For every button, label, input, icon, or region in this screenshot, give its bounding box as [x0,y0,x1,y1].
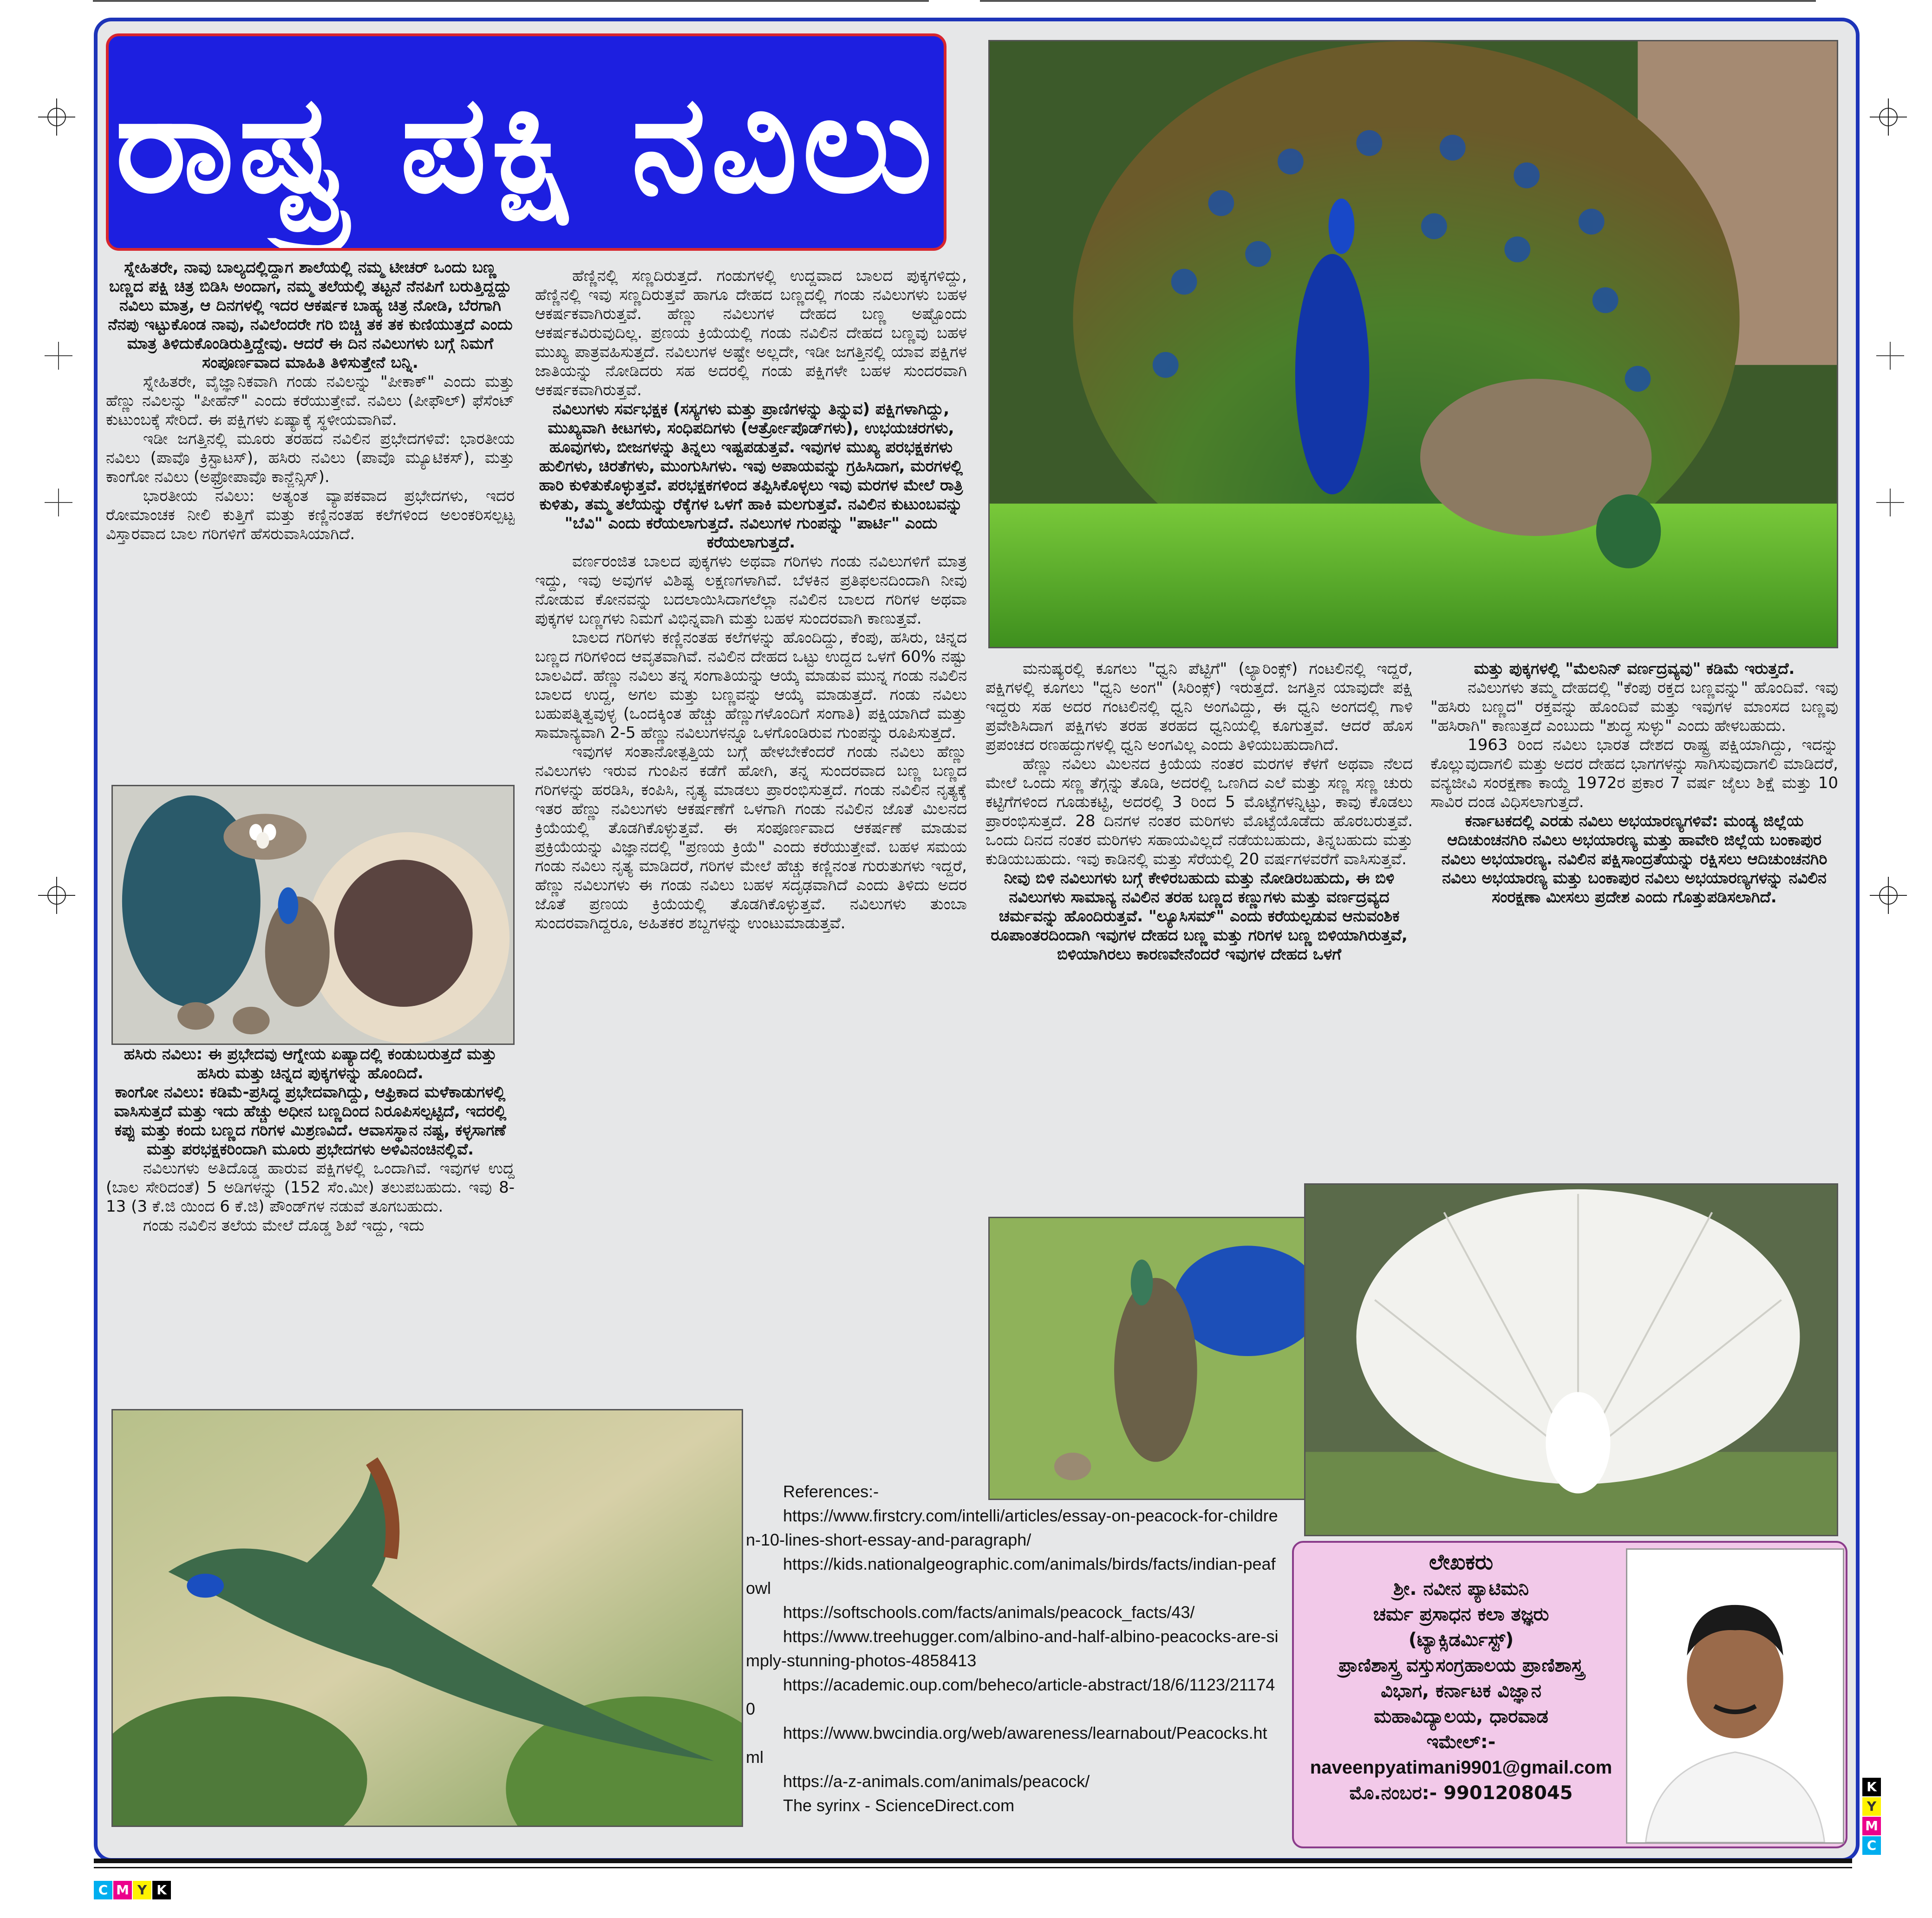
paragraph: ಹೆಣ್ಣು ನವಿಲು ಮಿಲನದ ಕ್ರಿಯೆಯ ನಂತರ ಮರಗಳ ಕೆಳಗೆ ಅಥವಾ ನೆಲದ ಮೇಲೆ ಒಂದು ಸಣ್ಣ ತೆಗ್ಗನ್ನು ತೊಡಿ, ಅದರಲ್ಲಿ ಒಣಗಿದ ಎಲೆ ಮತ್ತು ಸಣ್ಣ ಸಣ್ಣ ಚುರು ಕಟ್ಟಿಗೆಗಳಿಂದ ಗೂಡುಕಟ್ಟಿ, ಅದರಲ್ಲಿ 3 ರಿಂದ 5 ಮೊಟ್ಟೆಗಳನ್ನಿಟ್ಟು, ಕಾವು ಕೊಡಲು ಪ್ರಾರಂಭಿಸುತ್ತದೆ. 28 ದಿನಗಳ ನಂತರ ಮರಿಗಳು ಮೊಟ್ಟೆಯೊಡೆದು ಹೊರಬರುತ್ತವೆ. ಒಂದು ದಿನದ ನಂತರ ಮರಿಗಳು ಸಹಾಯವಿಲ್ಲದೆ ನಡೆಯಬಹುದು, ತಿನ್ನಬಹುದು ಮತ್ತು ಕುಡಿಯಬಹುದು. ಇವು ಕಾಡಿನಲ್ಲಿ ಮತ್ತು ಸೆರೆಯಲ್ಲಿ 20 ವರ್ಷಗಳವರೆಗೆ ವಾಸಿಸುತ್ತವೆ. [986,755,1413,868]
registration-mark-left-mid [38,877,75,914]
bottom-rule-thin [94,1867,1852,1868]
reference-link[interactable]: The syrinx - ScienceDirect.com [783,1796,1015,1815]
crop-mark [45,342,72,370]
page-title: ರಾಷ್ಟ್ರ ಪಕ್ಷಿ ನವಿಲು [115,66,937,223]
reference-link[interactable]: https://www.firstcry.com/intelli/articles/essay-on-peacock-for-children-10-lines-short-essay-and-paragraph/ [746,1506,1278,1549]
author-role: (ಟ್ಯಾಕ್ಸಿಡರ್ಮಿಸ್ಟ್) [1408,1629,1514,1651]
author-email-label: ಇಮೇಲ್:- [1426,1731,1496,1753]
paragraph: ಇಡೀ ಜಗತ್ತಿನಲ್ಲಿ ಮೂರು ತರಹದ ನವಿಲಿನ ಪ್ರಭೇದಗಳಿವೆ: ಭಾರತೀಯ ನವಿಲು (ಪಾವೊ ಕ್ರಿಸ್ಟಾಟಸ್), ಹಸಿರು ನವಿಲು (ಪಾವೊ ಮ್ಯೂಟಿಕಸ್), ಮತ್ತು ಕಾಂಗೋ ನವಿಲು (ಅಫ್ರೋಪಾವೊ ಕಾನ್ಜೆನ್ಸಿಸ್). [106,430,515,486]
author-department: ವಿಭಾಗ, ಕರ್ನಾಟಕ ವಿಜ್ಞಾನ [1381,1680,1541,1702]
article-column-4 [1430,659,1838,1175]
reference-link[interactable]: https://a-z-animals.com/animals/peacock/ [783,1772,1090,1791]
article-column-1 [106,258,515,774]
author-name: ಶ್ರೀ. ನವೀನ ಪ್ಯಾಟಿಮನಿ [1393,1578,1529,1599]
crop-mark [45,489,72,516]
reference-heading: References:- [783,1482,879,1501]
cmyk-m: M [113,1881,132,1899]
flying-peacock-photo [111,1409,743,1827]
author-box [1292,1541,1847,1848]
crop-mark [1876,489,1904,516]
cmyk-y: Y [133,1881,151,1899]
paragraph: ನವಿಲುಗಳು ಅತಿದೊಡ್ಡ ಹಾರುವ ಪಕ್ಷಿಗಳಲ್ಲಿ ಒಂದಾಗಿವೆ. ಇವುಗಳ ಉದ್ದ (ಬಾಲ ಸೇರಿದಂತೆ) 5 ಅಡಿಗಳನ್ನು (152 ಸೆಂ.ಮೀ) ತಲುಪಬಹುದು. ಇವು 8-13 (3 ಕೆ.ಜಿ ಯಿಂದ 6 ಕೆ.ಜಿ) ಪೌಂಡ್‌ಗಳ ನಡುವೆ ತೂಗಬಹುದು. [106,1159,515,1216]
author-phone: ಮೊ.ನಂಬರ:- 9901208045 [1349,1782,1573,1804]
cmyk-c: C [1862,1836,1881,1855]
references [746,1480,1280,1828]
peacock-display-photo [988,40,1838,648]
paragraph: ಬಾಲದ ಗರಿಗಳು ಕಣ್ಣಿನಂತಹ ಕಲೆಗಳನ್ನು ಹೊಂದಿದ್ದು, ಕೆಂಪು, ಹಸಿರು, ಚಿನ್ನದ ಬಣ್ಣದ ಗರಿಗಳಿಂದ ಆವೃತವಾಗಿವೆ. ನವಿಲಿನ ದೇಹದ ಒಟ್ಟು ಉದ್ದದ ಒಳಗೆ 60% ನಷ್ಟು ಬಾಲವಿದೆ. ಹೆಣ್ಣು ನವಿಲು ತನ್ನ ಸಂಗಾತಿಯನ್ನು ಆಯ್ಕೆ ಮಾಡುವ ಮುನ್ನ ಗಂಡು ನವಿಲಿನ ಬಾಲದ ಉದ್ದ, ಅಗಲ ಮತ್ತು ಬಣ್ಣವನ್ನು ಆಯ್ಕೆ ಮಾಡುತ್ತದೆ. ಗಂಡು ನವಿಲು ಬಹುಪತ್ನಿತ್ವವುಳ್ಳ (ಒಂದಕ್ಕಿಂತ ಹೆಚ್ಚು ಹೆಣ್ಣುಗಳೊಂದಿಗೆ ಸಂಗಾತಿ) ಪಕ್ಷಿಯಾಗಿದೆ ಮತ್ತು ಸಾಮಾನ್ಯವಾಗಿ 2-5 ಹೆಣ್ಣು ನವಿಲುಗಳನ್ನೂ ಒಳಗೊಂಡಿರುವ ಗುಂಪನ್ನು ರೂಪಿಸುತ್ತದೆ. [535,628,967,742]
author-photo [1626,1548,1844,1844]
author-details [1294,1547,1628,1806]
author-heading: ಲೇಖಕರು [1429,1549,1494,1574]
paragraph: ನೀವು ಬಿಳಿ ನವಿಲುಗಳು ಬಗ್ಗೆ ಕೇಳಿರಬಹುದು ಮತ್ತು ನೋಡಿರಬಹುದು, ಈ ಬಿಳಿ ನವಿಲುಗಳು ಸಾಮಾನ್ಯ ನವಿಲಿನ ತರಹ ಬಣ್ಣದ ಕಣ್ಣುಗಳು ಮತ್ತು ವರ್ಣದ್ರವ್ಯದ ಚರ್ಮವನ್ನು ಹೊಂದಿರುತ್ತವೆ. "ಲ್ಯೂಸಿಸಮ್" ಎಂದು ಕರೆಯಲ್ಪಡುವ ಆನುವಂಶಿಕ ರೂಪಾಂತರದಿಂದಾಗಿ ಇವುಗಳ ದೇಹದ ಬಣ್ಣ ಮತ್ತು ಗರಿಗಳ ಬಣ್ಣ ಬಿಳಿಯಾಗಿರುತ್ತವೆ, ಬಿಳಿಯಾಗಿರಲು ಕಾರಣವೇನೆಂದರೆ ಇವುಗಳ ದೇಹದ ಒಳಗೆ [991,869,1408,964]
paragraph: ಮತ್ತು ಪುಕ್ಕಗಳಲ್ಲಿ "ಮೆಲನಿನ್ ವರ್ಣದ್ರವ್ಯವು" ಕಡಿಮೆ ಇರುತ್ತದೆ. [1474,659,1795,678]
title-banner [106,33,946,251]
top-rule-right [980,0,1816,2]
cmyk-m: M [1862,1817,1881,1835]
registration-mark-right-top [1870,98,1907,136]
reference-link[interactable]: https://www.bwcindia.org/web/awareness/learnabout/Peacocks.html [746,1723,1267,1767]
paragraph: ಹಸಿರು ನವಿಲು: ಈ ಪ್ರಭೇದವು ಆಗ್ನೇಯ ಏಷ್ಯಾದಲ್ಲಿ ಕಂಡುಬರುತ್ತದೆ ಮತ್ತು ಹಸಿರು ಮತ್ತು ಚಿನ್ನದ ಪುಕ್ಕಗಳನ್ನು ಹೊಂದಿದೆ. [124,1045,497,1083]
cmyk-k: K [1862,1778,1881,1796]
article-column-3 [986,659,1413,1207]
paragraph: ನವಿಲುಗಳು ಸರ್ವಭಕ್ಷಕ (ಸಸ್ಯಗಳು ಮತ್ತು ಪ್ರಾಣಿಗಳನ್ನು ತಿನ್ನುವ) ಪಕ್ಷಿಗಳಾಗಿದ್ದು, ಮುಖ್ಯವಾಗಿ ಕೀಟಗಳು, ಸಂಧಿಪದಿಗಳು (ಆರ್ತ್ರೋಪೊಡ್‌ಗಳು), ಉಭಯಚರಗಳು, ಹೂವುಗಳು, ಬೀಜಗಳನ್ನು ತಿನ್ನಲು ಇಷ್ಟಪಡುತ್ತವೆ. ಇವುಗಳ ಮುಖ್ಯ ಪರಭಕ್ಷಕಗಳು ಹುಲಿಗಳು, ಚಿರತೆಗಳು, ಮುಂಗುಸಿಗಳು. ಇವು ಅಪಾಯವನ್ನು ಗ್ರಹಿಸಿದಾಗ, ಮರಗಳಲ್ಲಿ ಹಾರಿ ಕುಳಿತುಕೊಳ್ಳುತ್ತವೆ. ಪರಭಕ್ಷಕಗಳಿಂದ ತಪ್ಪಿಸಿಕೊಳ್ಳಲು ಇವು ಮರಗಳ ಮೇಲೆ ರಾತ್ರಿ ಕುಳಿತು, ತಮ್ಮ ತಲೆಯನ್ನು ರೆಕ್ಕೆಗಳ ಒಳಗೆ ಹಾಕಿ ಮಲಗುತ್ತವೆ. ನವಿಲಿನ ಕುಟುಂಬವನ್ನು "ಬೆವಿ" ಎಂದು ಕರೆಯಲಾಗುತ್ತದೆ. ನವಿಲುಗಳ ಗುಂಪನ್ನು "ಪಾರ್ಟಿ" ಎಂದು ಕರೆಯಲಾಗುತ್ತದೆ. [539,400,963,552]
article-column-1-continued [106,1045,515,1398]
paragraph: ಕಾಂಗೋ ನವಿಲು: ಕಡಿಮೆ-ಪ್ರಸಿದ್ಧ ಪ್ರಭೇದವಾಗಿದ್ದು, ಆಫ್ರಿಕಾದ ಮಳೆಕಾಡುಗಳಲ್ಲಿ ವಾಸಿಸುತ್ತದೆ ಮತ್ತು ಇದು ಹೆಚ್ಚು ಅಧೀನ ಬಣ್ಣದಿಂದ ನಿರೂಪಿಸಲ್ಪಟ್ಟಿದೆ, ಇದರಲ್ಲಿ ಕಪ್ಪು ಮತ್ತು ಕಂದು ಬಣ್ಣದ ಗರಿಗಳ ಮಿಶ್ರಣವಿದೆ. ಆವಾಸಸ್ಥಾನ ನಷ್ಟ, ಕಳ್ಳಸಾಗಣೆ ಮತ್ತು ಪರಭಕ್ಷಕರಿಂದಾಗಿ ಮೂರು ಪ್ರಭೇದಗಳು ಅಳಿವಿನಂಚಿನಲ್ಲಿವೆ. [114,1083,507,1159]
author-department: ಮಹಾವಿದ್ಯಾಲಯ, ಧಾರವಾಡ [1374,1706,1548,1727]
paragraph: ಮನುಷ್ಯರಲ್ಲಿ ಕೂಗಲು "ಧ್ವನಿ ಪೆಟ್ಟಿಗೆ" (ಲ್ಯಾರಿಂಕ್ಸ್) ಗಂಟಲಿನಲ್ಲಿ ಇದ್ದರೆ, ಪಕ್ಷಿಗಳಲ್ಲಿ ಕೂಗಲು "ಧ್ವನಿ ಅಂಗ" (ಸಿರಿಂಕ್ಸ್) ಇರುತ್ತದೆ. ಜಗತ್ತಿನ ಯಾವುದೇ ಪಕ್ಷಿ ಇದ್ದರು ಸಹ ಅದರ ಗಂಟಲಿನಲ್ಲಿ ಧ್ವನಿ ಅಂಗವಿದ್ದು, ಈ ಧ್ವನಿ ಅಂಗದಲ್ಲಿ ಗಾಳಿ ಪ್ರವೇಶಿಸಿದಾಗ ಪಕ್ಷಿಗಳು ತರಹ ತರಹದ ಧ್ವನಿಯಲ್ಲಿ ಕೂಗುತ್ತವೆ. ಆದರೆ ಹೊಸ ಪ್ರಪಂಚದ ರಣಹದ್ದುಗಳಲ್ಲಿ ಧ್ವನಿ ಅಂಗವಿಲ್ಲ ಎಂದು ತಿಳಿಯಬಹುದಾಗಿದೆ. [986,659,1413,754]
reference-link[interactable]: https://www.treehugger.com/albino-and-half-albino-peacocks-are-simply-stunning-photos-4858413 [746,1627,1279,1670]
paragraph: ವರ್ಣರಂಜಿತ ಬಾಲದ ಪುಕ್ಕಗಳು ಅಥವಾ ಗರಿಗಳು ಗಂಡು ನವಿಲುಗಳಿಗೆ ಮಾತ್ರ ಇದ್ದು, ಇವು ಅವುಗಳ ವಿಶಿಷ್ಟ ಲಕ್ಷಣಗಳಾಗಿವೆ. ಬೆಳಕಿನ ಪ್ರತಿಫಲನದಿಂದಾಗಿ ನೀವು ನೋಡುವ ಕೋನವನ್ನು ಬದಲಾಯಿಸಿದಾಗಲೆಲ್ಲಾ ನವಿಲಿನ ಬಾಲದ ಗರಿಗಳ ಅಥವಾ ಪುಕ್ಕಗಳ ಬಣ್ಣಗಳು ನಿಮಗೆ ವಿಭಿನ್ನವಾಗಿ ಮತ್ತು ಬಹಳ ಸುಂದರವಾಗಿ ಕಾಣುತ್ತವೆ. [535,552,967,628]
paragraph: ಕರ್ನಾಟಕದಲ್ಲಿ ಎರಡು ನವಿಲು ಅಭಯಾರಣ್ಯಗಳಿವೆ: ಮಂಡ್ಯ ಜಿಲ್ಲೆಯ ಆದಿಚುಂಚನಗಿರಿ ನವಿಲು ಅಭಯಾರಣ್ಯ ಮತ್ತು ಹಾವೇರಿ ಜಿಲ್ಲೆಯ ಬಂಕಾಪುರ ನವಿಲು ಅಭಯಾರಣ್ಯ. ನವಿಲಿನ ಪಕ್ಷಿಸಾಂದ್ರತೆಯನ್ನು ರಕ್ಷಿಸಲು ಆದಿಚುಂಚನಗಿರಿ ನವಿಲು ಅಭಯಾರಣ್ಯ ಮತ್ತು ಬಂಕಾಪುರ ನವಿಲು ಅಭಯಾರಣ್ಯಗಳನ್ನು ನವಿಲಿನ ಸಂರಕ್ಷಣಾ ಮೀಸಲು ಪ್ರದೇಶ ಎಂದು ಗೊತ್ತುಪಡಿಸಲಾಗಿದೆ. [1441,812,1828,907]
paragraph: ಗಂಡು ನವಿಲಿನ ತಲೆಯ ಮೇಲೆ ದೊಡ್ಡ ಶಿಖೆ ಇದ್ದು, ಇದು [143,1216,424,1235]
registration-mark-left-top [38,98,75,136]
white-peacock-photo [1304,1183,1838,1536]
cmyk-c: C [94,1881,112,1899]
paragraph: ಸ್ನೇಹಿತರೇ, ನಾವು ಬಾಲ್ಯದಲ್ಲಿದ್ದಾಗ ಶಾಲೆಯಲ್ಲಿ ನಮ್ಮ ಟೀಚರ್ ಒಂದು ಬಣ್ಣ ಬಣ್ಣದ ಪಕ್ಷಿ ಚಿತ್ರ ಬಿಡಿಸಿ ಅಂದಾಗ, ನಮ್ಮ ತಲೆಯಲ್ಲಿ ತಟ್ಟನೆ ನೆನಪಿಗೆ ಬರುತ್ತಿದ್ದದ್ದು ನವಿಲು ಮಾತ್ರ, ಆ ದಿನಗಳಲ್ಲಿ ಇದರ ಆಕರ್ಷಕ ಬಾಹ್ಯ ಚಿತ್ರ ನೋಡಿ, ಬೆರಗಾಗಿ ನೆನಪು ಇಟ್ಟುಕೊಂಡ ನಾವು, ನವಿಲೆಂದರೇ ಗರಿ ಬಿಚ್ಚಿ ತಕ ತಕ ಕುಣಿಯುತ್ತದೆ ಎಂದು ಮಾತ್ರ ತಿಳಿದುಕೊಂಡಿರುತ್ತಿದ್ದೇವು. ಆದರೆ ಈ ದಿನ ನವಿಲುಗಳು ಬಗ್ಗೆ ನಿಮಗೆ ಸಂಪೂರ್ಣವಾದ ಮಾಹಿತಿ ತಿಳಿಸುತ್ತೇನೆ ಬನ್ನಿ. [108,258,513,372]
crop-mark [1876,342,1904,370]
paragraph: ಹೆಣ್ಣಿನಲ್ಲಿ ಸಣ್ಣದಿರುತ್ತದೆ. ಗಂಡುಗಳಲ್ಲಿ ಉದ್ದವಾದ ಬಾಲದ ಪುಕ್ಕಗಳಿದ್ದು, ಹೆಣ್ಣಿನಲ್ಲಿ ಇವು ಸಣ್ಣದಿರುತ್ತವೆ ಹಾಗೂ ದೇಹದ ಬಣ್ಣದಲ್ಲಿ ಗಂಡು ನವಿಲುಗಳು ಬಹಳ ಆಕರ್ಷಕವಾಗಿರುತ್ತವೆ. ಹೆಣ್ಣು ನವಿಲುಗಳ ದೇಹದ ಬಣ್ಣ ಅಷ್ಟೊಂದು ಆಕರ್ಷಕವಿರುವುದಿಲ್ಲ. ಪ್ರಣಯ ಕ್ರಿಯೆಯಲ್ಲಿ ಗಂಡು ನವಿಲಿನ ದೇಹದ ಬಣ್ಣವು ಬಹಳ ಮುಖ್ಯ ಪಾತ್ರವಹಿಸುತ್ತದೆ. ನವಿಲುಗಳ ಅಷ್ಟೇ ಅಲ್ಲದೇ, ಇಡೀ ಜಗತ್ತಿನಲ್ಲಿ ಯಾವ ಪಕ್ಷಿಗಳ ಜಾತಿಯನ್ನು ನೋಡಿದರು ಸಹ ಅದರಲ್ಲಿ ಗಂಡು ಪಕ್ಷಿಗಳೇ ಬಹಳ ಸುಂದರವಾಗಿ ಆಕರ್ಷಕವಾಗಿರುತ್ತವೆ. [535,267,967,399]
cmyk-k: K [152,1881,171,1899]
paragraph: 1963 ರಿಂದ ನವಿಲು ಭಾರತ ದೇಶದ ರಾಷ್ಟ್ರ ಪಕ್ಷಿಯಾಗಿದ್ದು, ಇದನ್ನು ಕೊಲ್ಲುವುದಾಗಲಿ ಮತ್ತು ಅದರ ದೇಹದ ಭಾಗಗಳನ್ನು ಸಾಗಿಸುವುದಾಗಲಿ ಮಾಡಿದರೆ, ವನ್ಯಜೀವಿ ಸಂರಕ್ಷಣಾ ಕಾಯ್ದೆ 1972ರ ಪ್ರಕಾರ 7 ವರ್ಷ ಜೈಲು ಶಿಕ್ಷೆ ಮತ್ತು 10 ಸಾವಿರ ದಂಡ ವಿಧಿಸಲಾಗುತ್ತದೆ. [1430,736,1838,811]
author-email[interactable]: naveenpyatimani9901@gmail.com [1310,1757,1612,1778]
author-department: ಪ್ರಾಣಿಶಾಸ್ತ್ರ ವಸ್ತುಸಂಗ್ರಹಾಲಯ ಪ್ರಾಣಿಶಾಸ್ತ್ರ [1338,1655,1584,1676]
paragraph: ಸ್ನೇಹಿತರೇ, ವೈಜ್ಞಾನಿಕವಾಗಿ ಗಂಡು ನವಿಲನ್ನು "ಪೀಕಾಕ್" ಎಂದು ಮತ್ತು ಹೆಣ್ಣು ನವಿಲನ್ನು "ಪೀಹೆನ್" ಎಂದು ಕರೆಯುತ್ತೇವೆ. ನವಿಲು (ಪೀಫೌಲ್) ಫೆಸೆಂಟ್ ಕುಟುಂಬಕ್ಕೆ ಸೇರಿದೆ. ಈ ಪಕ್ಷಿಗಳು ಏಷ್ಯಾಕ್ಕೆ ಸ್ಥಳೀಯವಾಗಿವೆ. [106,372,515,429]
reference-link[interactable]: https://kids.nationalgeographic.com/animals/birds/facts/indian-peafowl [746,1554,1276,1598]
paragraph: ನವಿಲುಗಳು ತಮ್ಮ ದೇಹದಲ್ಲಿ "ಕೆಂಪು ರಕ್ತದ ಬಣ್ಣವನ್ನು" ಹೊಂದಿವೆ. ಇವು "ಹಸಿರು ಬಣ್ಣದ" ರಕ್ತವನ್ನು ಹೊಂದಿವೆ ಮತ್ತು ಇವುಗಳ ಮಾಂಸದ ಬಣ್ಣವು "ಹಸಿರಾಗಿ" ಕಾಣುತ್ತದೆ ಎಂಬುದು "ಶುದ್ಧ ಸುಳ್ಳು" ಎಂದು ಹೇಳಬಹುದು. [1430,678,1838,735]
top-rule [93,0,929,2]
bottom-rule [94,1859,1852,1863]
author-role: ಚರ್ಮ ಪ್ರಸಾಧನ ಕಲಾ ತಜ್ಞರು [1373,1604,1549,1625]
paragraph: ಇವುಗಳ ಸಂತಾನೋತ್ಪತ್ತಿಯ ಬಗ್ಗೆ ಹೇಳಬೇಕೆಂದರೆ ಗಂಡು ನವಿಲು ಹೆಣ್ಣು ನವಿಲುಗಳು ಇರುವ ಗುಂಪಿನ ಕಡೆಗೆ ಹೋಗಿ, ತನ್ನ ಸುಂದರವಾದ ಬಣ್ಣ ಬಣ್ಣದ ಗರಿಗಳನ್ನು ಹರಡಿಸಿ, ಕಂಪಿಸಿ, ನೃತ್ಯ ಮಾಡಲು ಪ್ರಾರಂಭಿಸುತ್ತದೆ. ಗಂಡು ನವಿಲಿನ ನೃತ್ಯಕ್ಕೆ ಇತರ ಹೆಣ್ಣು ನವಿಲುಗಳು ಆಕರ್ಷಣೆಗೆ ಒಳಗಾಗಿ ಗಂಡು ನವಿಲಿನ ಜೊತೆ ಮಿಲನದ ಕ್ರಿಯೆಯಲ್ಲಿ ತೊಡಗಿಕೊಳ್ಳುತ್ತವೆ. ಈ ಸಂಪೂರ್ಣವಾದ ಆಕರ್ಷಣೆ ಮಾಡುವ ಪ್ರಕ್ರಿಯೆಯನ್ನು ವಿಜ್ಞಾನದಲ್ಲಿ "ಪ್ರಣಯ ಕ್ರಿಯೆ" ಎಂದು ಕರೆಯುತ್ತೇವೆ. ಬಹಳ ಸಮಯ ಗಂಡು ನವಿಲು ನೃತ್ಯ ಮಾಡಿದರೆ, ಗರಿಗಳ ಮೇಲೆ ಹೆಚ್ಚು ಕಣ್ಣಿನಂತ ಗುರುತುಗಳು ಇದ್ದರೆ, ಹೆಣ್ಣು ನವಿಲುಗಳು ಈ ಗಂಡು ನವಿಲು ಬಹಳ ಸದೃಢವಾಗಿದೆ ಎಂದು ತಿಳಿದು ಅದರ ಜೊತೆ ಪ್ರಣಯ ಕ್ರಿಯೆಯಲ್ಲಿ ತೊಡಗಿಕೊಳ್ಳುತ್ತವೆ. ನವಿಲುಗಳು ತುಂಬಾ ಸುಂದರವಾಗಿದ್ದರೂ, ಅಹಿತಕರ ಶಬ್ದಗಳನ್ನು ಉಂಟುಮಾಡುತ್ತವೆ. [535,743,967,933]
registration-mark-right-mid [1870,877,1907,914]
reference-link[interactable]: https://academic.oup.com/beheco/article-abstract/18/6/1123/211740 [746,1675,1275,1718]
cmyk-y: Y [1862,1797,1881,1816]
article-column-2 [535,267,967,1390]
peacock-eggs-chicks-photo [111,785,515,1045]
reference-link[interactable]: https://softschools.com/facts/animals/peacock_facts/43/ [783,1603,1195,1622]
paragraph: ಭಾರತೀಯ ನವಿಲು: ಅತ್ಯಂತ ವ್ಯಾಪಕವಾದ ಪ್ರಭೇದಗಳು, ಇದರ ರೋಮಾಂಚಕ ನೀಲಿ ಕುತ್ತಿಗೆ ಮತ್ತು ಕಣ್ಣಿನಂತಹ ಕಲೆಗಳಿಂದ ಅಲಂಕರಿಸಲ್ಪಟ್ಟ ವಿಸ್ತಾರವಾದ ಬಾಲ ಗರಿಗಳಿಗೆ ಹೆಸರುವಾಸಿಯಾಗಿದೆ. [106,487,515,543]
